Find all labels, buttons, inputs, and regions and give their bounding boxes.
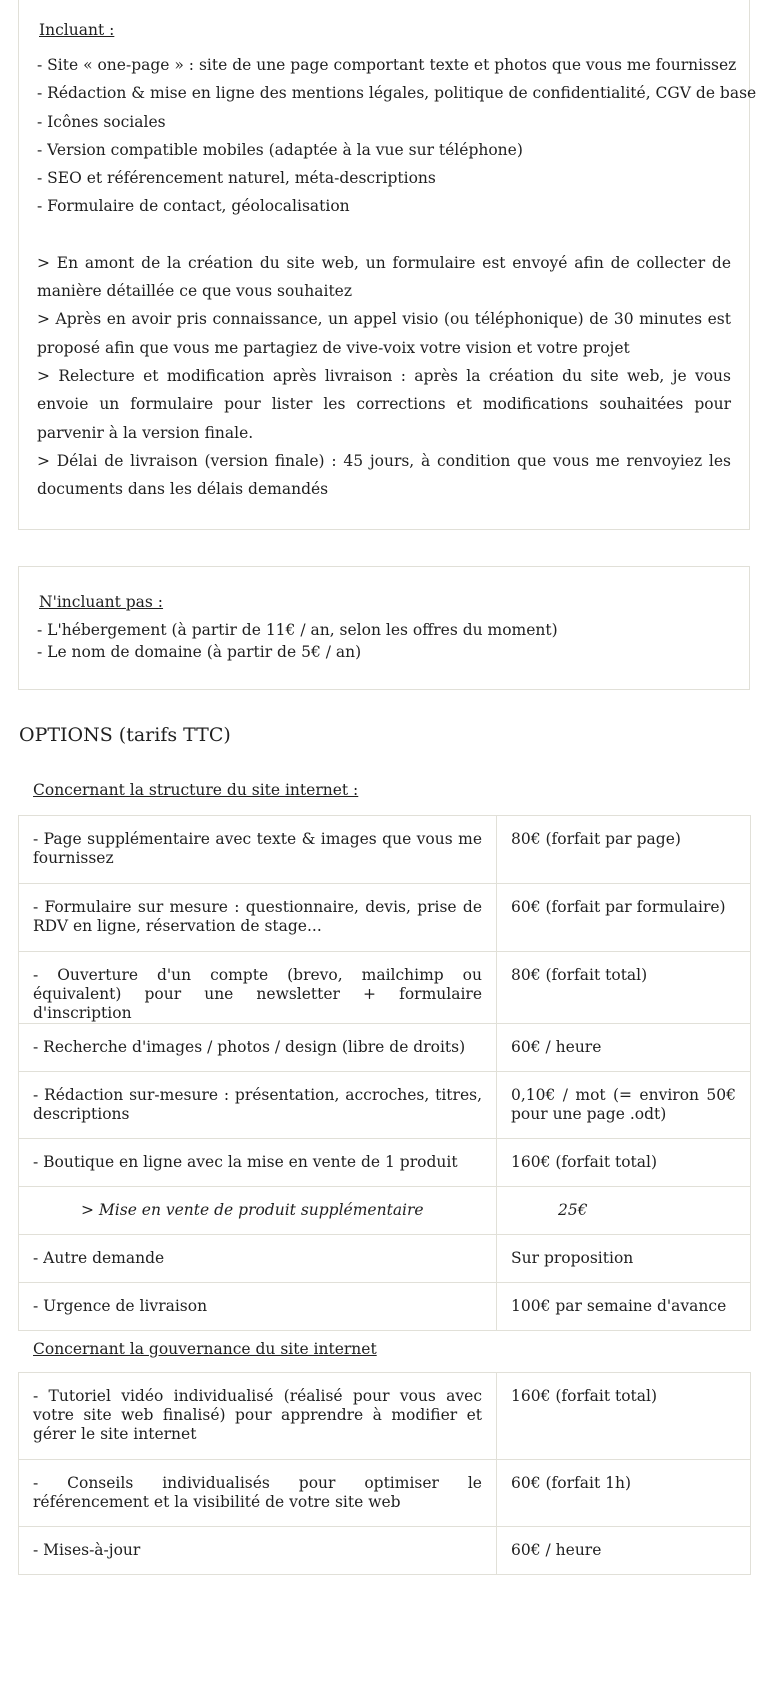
option-label: - Autre demande [19,1235,497,1283]
excluded-list [37,619,731,663]
table-row [19,1072,751,1139]
option-price: 160€ (forfait total) [497,1373,751,1460]
table-row [19,1527,751,1575]
governance-options-table [18,1372,751,1575]
option-price: 0,10€ / mot (= environ 50€ pour une page .odt) [497,1072,751,1139]
list-item: - Rédaction & mise en ligne des mentions légales, politique de confidentialité, CGV de base [37,84,757,103]
option-label: - Formulaire sur mesure : questionnaire, devis, prise de RDV en ligne, réservation de stage... [19,884,497,952]
included-box [18,0,757,530]
list-item: - Formulaire de contact, géolocalisation [37,197,350,216]
table-row [19,1283,751,1331]
table-row [19,1373,751,1460]
governance-heading: Concernant la gouvernance du site internet [33,1340,377,1358]
process-paragraph: > Délai de livraison (version finale) : 45 jours, à condition que vous me renvoyiez les documents dans les délais demandés [37,451,731,499]
list-item: - Site « one-page » : site de une page comportant texte et photos que vous me fournissez [37,56,737,74]
table-row [19,1235,751,1283]
option-price: Sur proposition [497,1235,751,1283]
table-row [19,884,751,952]
list-item: - Icônes sociales [37,112,166,131]
option-label: - Rédaction sur-mesure : présentation, accroches, titres, descriptions [19,1072,497,1139]
table-row [19,952,751,1024]
included-heading: Incluant : [39,21,115,39]
option-price: 80€ (forfait par page) [497,816,751,884]
list-item: - L'hébergement (à partir de 11€ / an, selon les offres du moment) [37,621,558,639]
option-price: 160€ (forfait total) [497,1139,751,1187]
excluded-heading: N'incluant pas : [39,593,164,611]
process-paragraph: > Après en avoir pris connaissance, un appel visio (ou téléphonique) de 30 minutes est proposé afin que vous me partagiez de vive-voix votre vision et votre projet [37,310,731,357]
option-price: 60€ / heure [497,1024,751,1072]
option-label: - Boutique en ligne avec la mise en vente de 1 produit [19,1139,497,1187]
option-price: 60€ (forfait par formulaire) [497,884,751,952]
option-label: - Ouverture d'un compte (brevo, mailchimp ou équivalent) pour une newsletter + formulaire d'inscription [19,952,497,1024]
list-item: - Le nom de domaine (à partir de 5€ / an) [37,643,362,661]
process-paragraph: > En amont de la création du site web, un formulaire est envoyé afin de collecter de manière détaillée ce que vous souhaitez [37,253,731,301]
table-row [19,1460,751,1527]
structure-heading: Concernant la structure du site internet : [33,781,359,799]
process-paragraph: > Relecture et modification après livraison : après la création du site web, je vous envoie un formulaire pour lister les corrections et modifications souhaitées pour parvenir à la version finale. [37,366,731,442]
option-label: - Tutoriel vidéo individualisé (réalisé pour vous avec votre site web finalisé) pour apprendre à modifier et gérer le site internet [19,1373,497,1460]
structure-options-table [18,815,751,1331]
option-label: - Page supplémentaire avec texte & images que vous me fournissez [19,816,497,884]
options-title: OPTIONS (tarifs TTC) [19,724,231,746]
option-price: 60€ (forfait 1h) [497,1460,751,1527]
excluded-box [18,566,750,690]
list-item: - SEO et référencement naturel, méta-descriptions [37,169,436,188]
option-label: - Recherche d'images / photos / design (libre de droits) [19,1024,497,1072]
table-row [19,816,751,884]
option-label: > Mise en vente de produit supplémentaire [19,1187,497,1235]
option-price: 100€ par semaine d'avance [497,1283,751,1331]
option-label: - Conseils individualisés pour optimiser le référencement et la visibilité de votre site web [19,1460,497,1527]
table-row [19,1139,751,1187]
option-price: 80€ (forfait total) [497,952,751,1024]
option-price: 60€ / heure [497,1527,751,1575]
option-label: - Urgence de livraison [19,1283,497,1331]
table-row [19,1187,751,1235]
list-item: - Version compatible mobiles (adaptée à la vue sur téléphone) [37,140,523,159]
included-list [37,51,757,221]
option-label: - Mises-à-jour [19,1527,497,1575]
table-row [19,1024,751,1072]
option-price: 25€ [497,1187,751,1235]
